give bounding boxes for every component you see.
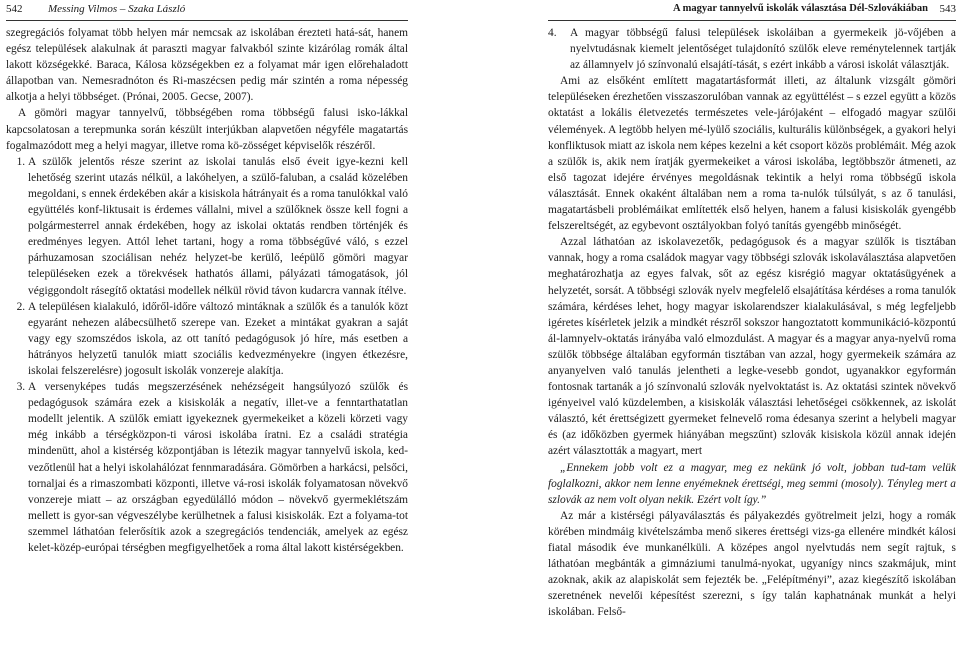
right-paragraph-1: Ami az elsőként említett magatartásformát illeti, az általunk vizsgált gömöri településeken érezhetően visszaszorulóban vannak az együttélést – s ezzel együtt a közös oktatást a lokális életvezetés természetes vele-járójaként – elfogadó magyar szülői vélemények. A legtöbb helyen mé-lyülő szociális, kulturális különbségek, a gyakori helyi konfliktusok miatt az iskola nem képes kezelni a két csoport közös problémáit. Még azok a szülők is, akik nem íratják gyermekeiket a városi iskolába, legtöbbször átmeneti, az első tagozat idejére érvényes megoldásnak tekintik a helyi roma többségű iskola választását. Ennek okaként általában nem a roma ta-nulók túlsúlyát, s az ő tanulási, magatartásbeli problémáikat említették első helyen, hanem a falusi kisiskolák gyengébb felszereltségét, az egybevont osztályokban folyó tanítás gyengébb minőségét. [548, 75, 956, 233]
left-running-head: Messing Vilmos – Szaka László [48, 3, 186, 15]
right-page-body [548, 25, 956, 620]
right-paragraph-3: Az már a kistérségi pályaválasztás és pályakezdés gyötrelmeit jelzi, hogy a romák körében mindmáig kivételszámba menő sikeres érettségi vizs-ga ellenére mindkét kálosi fiatal második éve munkanélküli. A középes angol nyelvtudás nem segít rajtuk, s láthatóan megbánták a gimnáziumi tanulmá-nyokat, ugyanígy nincs szakmájuk, mint azoknak, akik az alapiskolát sem fejezték be. „Felépítményi”, azaz kiegészítő iskolában szeretnének nevelői képesítést szerezni, s így talán kaphatnának munkát a helyi iskolában. Felső- [548, 509, 956, 619]
right-page-number: 543 [939, 3, 956, 15]
left-paragraph-1: szegregációs folyamat több helyen már nemcsak az iskolában érezteti hatá-sát, hanem egész települések alakulnak át paraszti magyar falvakból szinte kizárólag romák által lakott községekké. Baraca, Kálosa községekben ez a folyamat már igen előrehaladott állapotban van. Nemesradnóton és Ri-maszécsen pedig már szintén a roma népesség alkotja a helyi többséget. (Prónai, 2005. Gecse, 2007). [6, 27, 408, 104]
right-running-head: A magyar tannyelvű iskolák választása Dél-Szlovákiában [672, 3, 928, 14]
attitude-list [6, 154, 408, 556]
list-item-3: 3. A versenyképes tudás megszerzésének nehézségeit hangsúlyozó szülők és pedagógusok számára ezek a kisiskolák a negatív, illet-ve a fenntarthatatlan modellt jelentik. A szülők emiatt igyekeznek gyermekeiket a közeli körzeti vagy még inkább a térségközpon-ti városi iskolába íratni. Ez a családi stratégia mindenütt, ahol a kistérség központjában is létezik magyar tannyelvű iskola, ked-vezőtlenül hat a helyi iskolahálózat fennmaradására. Gömörben a harkácsi, pelsőci, tornaljai és a rimaszombati központi, illetve vá-rosi iskolák folyamatosan növekvő vonzereje miatt – az országban egyedülálló módon – növekvő gyermeklétszám mellett is gyor-san végveszélybe kerülhetnek a falusi kisiskolák. Ezt a folyama-tot szemmel láthatóan felerősítik azok a szegregációs tendenciák, amelyek az egész kelet-közép-európai térségben megfigyelhetőek a roma által lakott kistérségekben. [28, 379, 408, 556]
left-page [6, 0, 408, 658]
list-item-4 [548, 25, 956, 73]
list-item-4-number: 4. [548, 27, 557, 39]
right-page [548, 0, 956, 658]
left-page-number: 542 [6, 3, 23, 15]
left-paragraph-2: A gömöri magyar tannyelvű, többségében roma többségű falusi isko-lákkal kapcsolatosan a terepmunka során készült interjúkban alapvetően négyféle magatartás fogalmazódott meg a helyi magyar, illetve roma kö-zösséget képviselők részéről. [6, 107, 408, 152]
list-item-2: 2. A településen kialakuló, időről-időre változó mintáknak a szülők és a tanulók közt egyaránt nehezen alábecsülhető szerepe van. Ezeket a mintákat gyakran a saját vagy egy szomszédos iskola, az ott tanító pedagógusok jó híre, más esetben a hátrányos helyzetű tanulók miatt szociális kedvezményekre (ingyen étkezésre, iskolai felszerelésre) jogosult iskolák vonzereje alakítja. [28, 299, 408, 379]
list-item-1: 1. A szülők jelentős része szerint az iskolai tanulás első éveit igye-kezni kell lehetőség szerint utazás nélkül, a lakóhelyen, a szülő-faluban, a család közelében megoldani, s ennek érdekében akár a kisiskola hátrányait és a roma tanulókkal való együttélés konf-liktusait is érdemes vállalni, mivel a szülőknek össze kell fogni a polgármesterrel annak érdekében, hogy az iskolai oktatás rendben történjék és eredményes legyen. Attól lehet tartani, hogy a roma többségűvé váló, s ezzel párhuzamosan szociálisan nehéz helyzet-be kerülő, leépülő gömöri magyar településeken ezek a törekvések hathatós állami, pályázati támogatások, jól végiggondolt rásegítő oktatási modellek nélkül rövid távon kudarcra vannak ítélve. [28, 154, 408, 299]
list-item-4-text: A magyar többségű falusi települések iskoláiban a gyermekeik jö-vőjében a nyelvtudásnak kiemelt jelentőséget tulajdonító szülők eleve reménytelennek tartják az államnyelv jó színvonalú elsajátí-tását, s ezért inkább a városi iskolát választják. [570, 27, 956, 72]
interview-quote: „Ennekem jobb volt ez a magyar, meg ez nekünk jó volt, jobban tud-tam velük foglalkozni, akkor nem lenne enyémeknek érettségi, meg semmi (mosoly). Tényleg mert a szlovák az nem volt olyan nekik. Ezért volt így.” [548, 461, 956, 506]
right-paragraph-2: Azzal láthatóan az iskolavezetők, pedagógusok és a magyar szülők is tisztában vannak, hogy a roma családok magyar vagy többségi szlovák iskolaválasztása alapvetően meghatározhatja az egyes falvak, sőt az egész kisrégió magyar oktatásügyének a helyzetét, sorsát. A többségi szlovák nyelv megfelelő elsajátítása kérdéses a roma tanulók számára, kérdéses lehet, hogy magyar iskolarendszer kialakulásával, s még legfeljebb igéretes kísérletek jelzik a mindkét részről sokszor hangoztatott kommunikáció-központú ál-lamnyelv-oktatás irányába való elmozdulást. A magyar és a magyar anya-nyelvű roma szülők többsége általában egyformán tisztában van azzal, hogy gyermekeik számára az anyanyelven való tanulás jelentheti a legke-vesebb gondot, ugyanakkor egyformán fontosnak tartanák a jó színvonalú szlovák nyelvoktatást is. Az oktatási szintek növekvő igényeivel való küzdelemben, a kisiskolák választási lehetőségei csökkennek, az iskolát választó, két érettségizett gyermeket felnevelő roma édesanya szerint a helybeli magyar és (az időközben gyermek hiányában megszűnt) szlovák kisiskola közül annak idején azért választották a magyart, mert [548, 236, 956, 458]
right-page-header [548, 0, 956, 21]
left-page-header [6, 0, 408, 21]
left-page-body [6, 25, 408, 556]
